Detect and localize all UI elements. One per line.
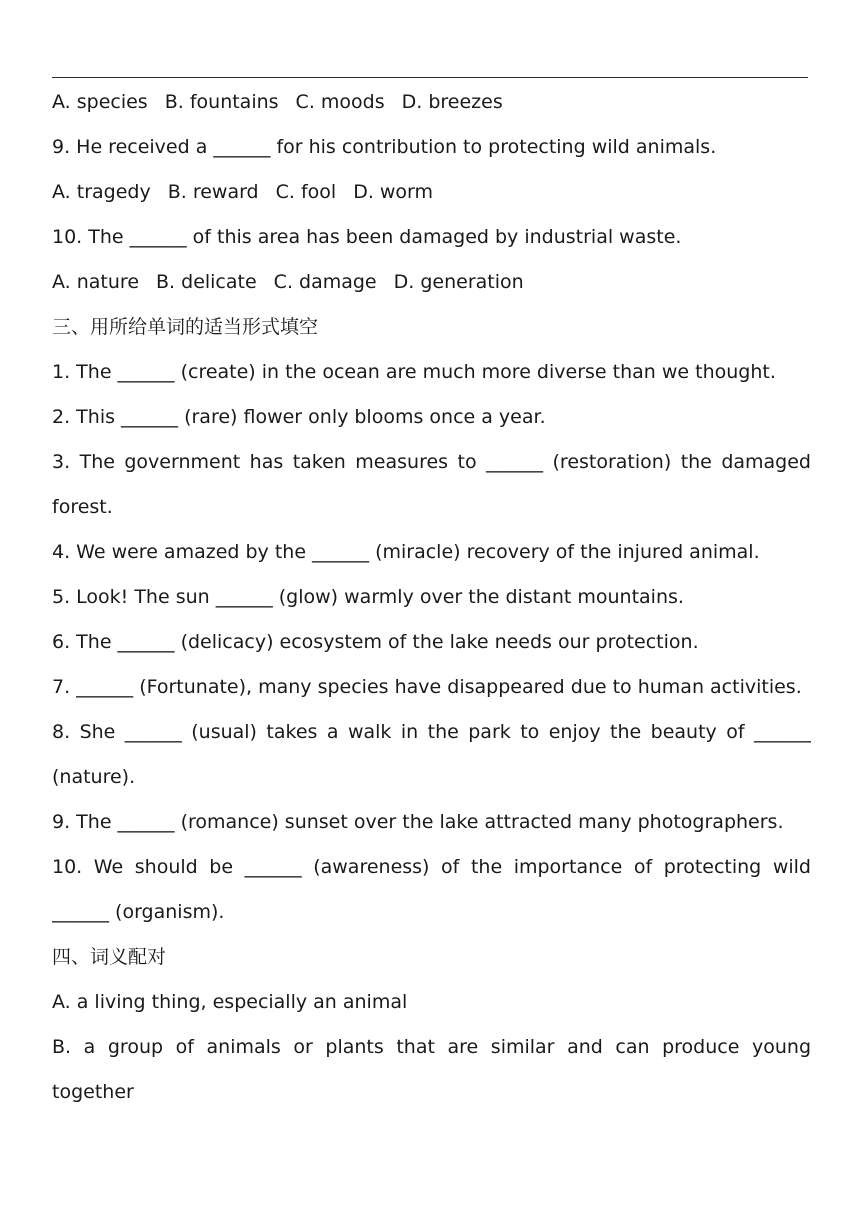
q8-option-d: D. breezes — [401, 91, 503, 113]
s3-item-9: 9. The ______ (romance) sunset over the lake attracted many photographers. — [52, 811, 784, 833]
s3-item-10-cont: ______ (organism). — [52, 901, 225, 923]
page-content — [52, 80, 811, 1115]
q9-stem: 9. He received a ______ for his contribution to protecting wild animals. — [52, 136, 717, 158]
s3-item-8: 8. She ______ (usual) takes a walk in the park to enjoy the beauty of ______ — [52, 721, 811, 743]
q9-option-b: B. reward — [167, 181, 259, 203]
q8-option-c: C. moods — [295, 91, 385, 113]
s4-item-b-cont: together — [52, 1081, 134, 1103]
q9-option-d: D. worm — [353, 181, 434, 203]
q10-stem: 10. The ______ of this area has been damaged by industrial waste. — [52, 226, 682, 248]
s3-item-8-cont: (nature). — [52, 766, 136, 788]
s3-item-5: 5. Look! The sun ______ (glow) warmly over the distant mountains. — [52, 586, 684, 608]
s3-item-4: 4. We were amazed by the ______ (miracle) recovery of the injured animal. — [52, 541, 760, 563]
section3-heading: 三、用所给单词的适当形式填空 — [52, 316, 319, 338]
q10-options — [52, 260, 811, 305]
section4-heading: 四、词义配对 — [52, 946, 167, 968]
s3-item-3-cont: forest. — [52, 496, 113, 518]
q10-option-d: D. generation — [393, 271, 524, 293]
q9-option-c: C. fool — [275, 181, 337, 203]
q9-options — [52, 170, 811, 215]
s3-item-3: 3. The government has taken measures to ______ (restoration) the damaged — [52, 451, 811, 473]
s4-item-b: B. a group of animals or plants that are similar and can produce young — [52, 1036, 811, 1058]
s3-item-1: 1. The ______ (create) in the ocean are much more diverse than we thought. — [52, 361, 776, 383]
s3-item-10: 10. We should be ______ (awareness) of the importance of protecting wild — [52, 856, 811, 878]
q8-option-a: A. species — [52, 91, 148, 113]
header-rule — [52, 77, 808, 78]
s3-item-6: 6. The ______ (delicacy) ecosystem of the lake needs our protection. — [52, 631, 699, 653]
s4-item-a: A. a living thing, especially an animal — [52, 991, 408, 1013]
s3-item-7: 7. ______ (Fortunate), many species have disappeared due to human activities. — [52, 676, 802, 698]
q8-options — [52, 80, 811, 125]
s3-item-2: 2. This ______ (rare) flower only blooms once a year. — [52, 406, 546, 428]
q10-option-b: B. delicate — [156, 271, 257, 293]
q8-option-b: B. fountains — [164, 91, 279, 113]
q9-option-a: A. tragedy — [52, 181, 151, 203]
q10-option-a: A. nature — [52, 271, 140, 293]
q10-option-c: C. damage — [273, 271, 377, 293]
